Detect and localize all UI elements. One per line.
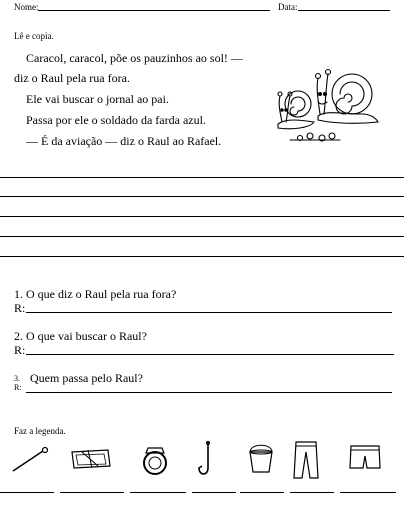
copy-line-2[interactable] bbox=[0, 196, 404, 197]
cushion-icon bbox=[68, 446, 112, 472]
trousers-icon bbox=[292, 440, 320, 480]
name-label: Nome: bbox=[14, 2, 39, 12]
date-field[interactable] bbox=[298, 10, 390, 11]
question-2 bbox=[14, 330, 147, 342]
legend-answer-ring[interactable] bbox=[130, 492, 186, 493]
question-1 bbox=[14, 288, 176, 300]
legend-answer-pin[interactable] bbox=[0, 492, 54, 493]
question-1-text: O que diz o Raul pela rua fora? bbox=[26, 287, 177, 301]
ring-icon bbox=[140, 442, 170, 476]
question-1-number: 1. bbox=[14, 287, 23, 301]
answer-3-field[interactable] bbox=[26, 392, 392, 393]
answer-1-field[interactable] bbox=[26, 312, 392, 313]
reading-line-2: diz o Raul pela rua fora. bbox=[14, 71, 130, 85]
answer-3-label: R: bbox=[14, 383, 22, 392]
copy-line-4[interactable] bbox=[0, 236, 404, 237]
legend-answer-cushion[interactable] bbox=[60, 492, 124, 493]
pin-icon bbox=[10, 446, 50, 474]
reading-instruction: Lê e copia. bbox=[14, 31, 54, 41]
copy-line-3[interactable] bbox=[0, 216, 404, 217]
question-3-number: 3. bbox=[14, 374, 20, 383]
date-label: Data: bbox=[278, 2, 298, 12]
two-snails-illustration bbox=[270, 52, 385, 144]
legend-answer-hook[interactable] bbox=[192, 492, 236, 493]
legend-answer-shorts[interactable] bbox=[340, 492, 396, 493]
answer-1-label: R: bbox=[14, 301, 26, 315]
legend-answer-bucket[interactable] bbox=[240, 492, 284, 493]
bucket-icon bbox=[246, 442, 276, 476]
answer-2-field[interactable] bbox=[26, 354, 394, 355]
question-2-number: 2. bbox=[14, 329, 23, 343]
copy-line-1[interactable] bbox=[0, 177, 404, 178]
answer-2-label: R: bbox=[14, 343, 26, 357]
reading-line-5: — É da aviação — diz o Raul ao Rafael. bbox=[26, 134, 222, 148]
shorts-icon bbox=[348, 444, 382, 472]
name-field[interactable] bbox=[38, 10, 270, 11]
question-2-text: O que vai buscar o Raul? bbox=[26, 329, 147, 343]
reading-line-3: Ele vai buscar o jornal ao pai. bbox=[26, 92, 169, 106]
hook-icon bbox=[196, 440, 220, 480]
reading-line-1: Caracol, caracol, põe os pauzinhos ao sol! — bbox=[26, 51, 243, 65]
legend-instruction: Faz a legenda. bbox=[14, 426, 66, 436]
legend-answer-trousers[interactable] bbox=[290, 492, 334, 493]
reading-line-4: Passa por ele o soldado da farda azul. bbox=[26, 113, 206, 127]
copy-line-5[interactable] bbox=[0, 256, 404, 257]
question-3-text: Quem passa pelo Raul? bbox=[30, 371, 143, 385]
